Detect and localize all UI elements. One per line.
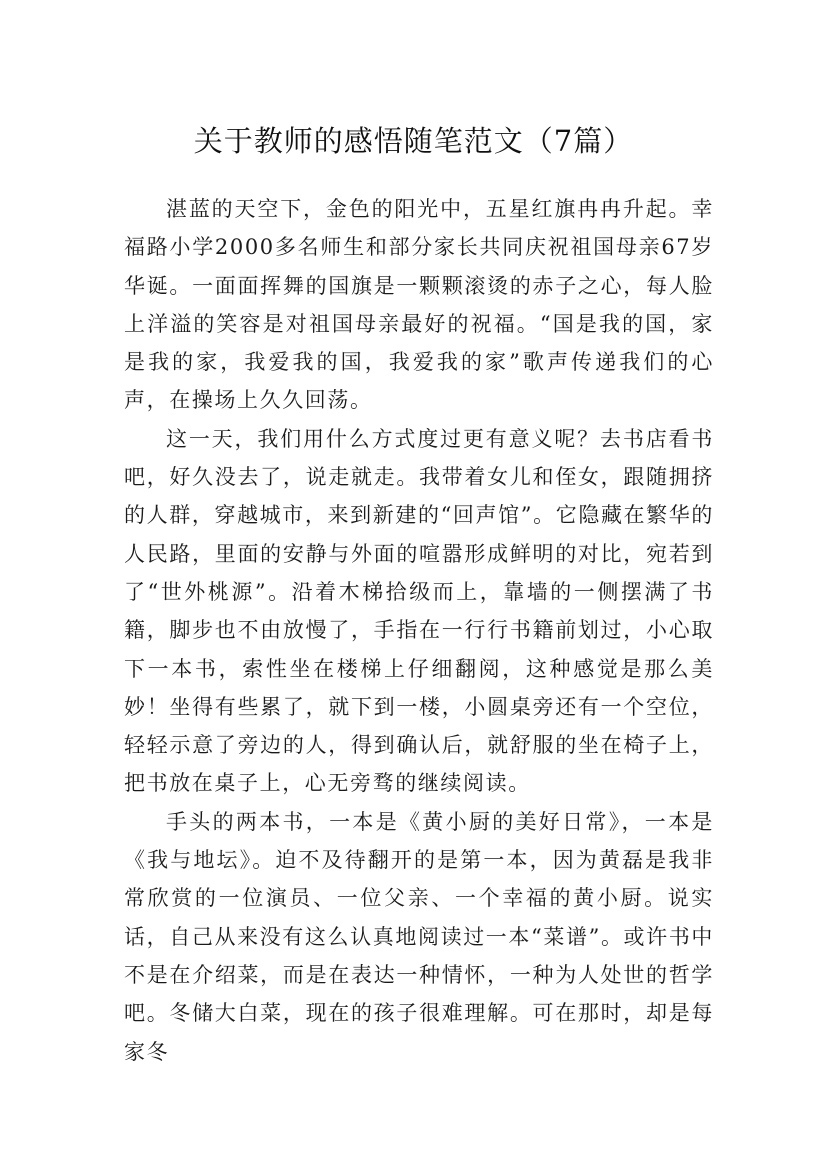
document-body [124,190,714,1071]
paragraph: 湛蓝的天空下，金色的阳光中，五星红旗冉冉升起。幸福路小学2000多名师生和部分家长共同庆祝祖国母亲67岁华诞。一面面挥舞的国旗是一颗颗滚烫的赤子之心，每人脸上洋溢的笑容是对祖国母亲最好的祝福。“国是我的国，家是我的家，我爱我的国，我爱我的家”歌声传递我们的心声，在操场上久久回荡。 [124,197,714,413]
paragraph: 这一天，我们用什么方式度过更有意义呢？去书店看书吧，好久没去了，说走就走。我带着女儿和侄女，跟随拥挤的人群，穿越城市，来到新建的“回声馆”。它隐藏在繁华的人民路，里面的安静与外面的喧嚣形成鲜明的对比，宛若到了“世外桃源”。沿着木梯拾级而上，靠墙的一侧摆满了书籍，脚步也不由放慢了，手指在一行行书籍前划过，小心取下一本书，索性坐在楼梯上仔细翻阅，这种感觉是那么美妙！坐得有些累了，就下到一楼，小圆桌旁还有一个空位，轻轻示意了旁边的人，得到确认后，就舒服的坐在椅子上，把书放在桌子上，心无旁骛的继续阅读。 [124,426,714,796]
document-title: 关于教师的感悟随笔范文（7篇） [193,124,634,159]
paragraph: 手头的两本书，一本是《黄小厨的美好日常》，一本是《我与地坛》。迫不及待翻开的是第一本，因为黄磊是我非常欣赏的一位演员、一位父亲、一个幸福的黄小厨。说实话，自己从来没有这么认真地阅读过一本“菜谱”。或许书中不是在介绍菜，而是在表达一种情怀，一种为人处世的哲学吧。冬储大白菜，现在的孩子很难理解。可在那时，却是每家冬 [124,809,714,1064]
